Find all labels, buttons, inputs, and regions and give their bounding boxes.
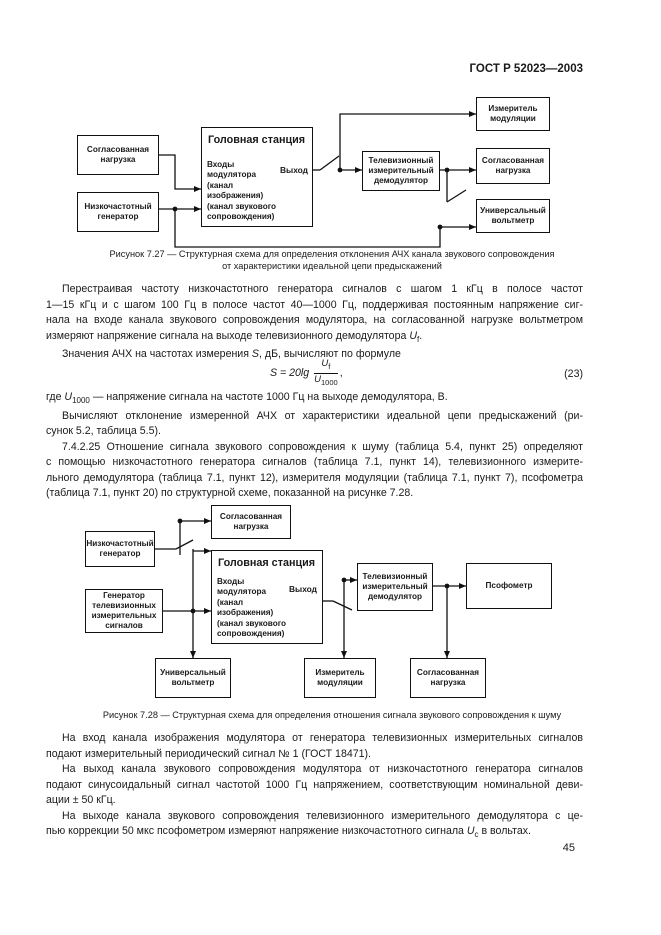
math-variable: U xyxy=(466,825,475,837)
fig28-tv-signal-generator-box: Генератор телевизионных измерительных сигналов xyxy=(85,589,163,633)
fig27-matched-load-box: Согласованная нагрузка xyxy=(77,135,159,175)
math-subscript: c xyxy=(474,830,479,840)
fig27-head-station-output: Выход xyxy=(280,165,308,175)
text-fragment: — напряжение сигнала на частоте 1000 Гц на выходе демодулятора, В. xyxy=(89,391,448,403)
text-line: На вход канала изображения модулятора от генератора телевизионных измерительных сигналов xyxy=(62,732,583,744)
formula-tail: , xyxy=(339,367,343,380)
caption-line: Рисунок 7.27 — Структурная схема для определения отклонения АЧХ канала звукового сопровождения xyxy=(109,249,555,259)
math-subscript: 1000 xyxy=(321,377,338,387)
standard-header: ГОСТ Р 52023—2003 xyxy=(469,63,583,75)
text-line: льного демодулятора (таблица 7.1, пункт 12), измерителя модуляции (таблица 7.1, пункт 7), псофометра xyxy=(46,471,583,484)
fig27-input-line: Входы xyxy=(207,160,235,169)
text-line: (таблица 7.1, пункт 20) по структурной схеме, показанной на рисунке 7.28. xyxy=(46,487,414,500)
text-line: 1—15 кГц и с шагом 100 Гц в полосе частот 40—1000 Гц, поддерживая постоянным напряжение сиг- xyxy=(46,298,583,311)
fig27-modulation-meter-box: Измеритель модуляции xyxy=(476,97,550,131)
fig27-universal-voltmeter-box: Универсальный вольтметр xyxy=(476,199,550,233)
fig28-matched-load-top-box: Согласованная нагрузка xyxy=(211,505,291,539)
fig28-head-station-box xyxy=(211,550,323,644)
text-line: Перестраивая частоту низкочастотного генератора сигналов с шагом 1 кГц в полосе частот xyxy=(62,283,583,295)
fig28-input-line: сопровождения) xyxy=(217,629,285,639)
fig28-head-station-output: Выход xyxy=(289,584,317,594)
paragraph-measurement-procedure xyxy=(46,731,583,843)
formula-number: (23) xyxy=(564,368,583,380)
text-fragment: , дБ, вычисляют по формуле xyxy=(259,348,401,361)
fig27-input-line: модулятора xyxy=(207,170,257,180)
fig28-switch-1-blade xyxy=(176,540,193,549)
fig28-psophometer-box: Псофометр xyxy=(466,563,552,609)
fig28-tv-demodulator-box: Телевизионный измерительный демодулятор xyxy=(357,563,433,611)
figure-7-28-caption: Рисунок 7.28 — Структурная схема для определения отношения сигнала звукового сопровождения к шуму xyxy=(102,710,562,720)
fig28-modulation-meter-box: Измеритель модуляции xyxy=(304,658,376,698)
math-subscript: f xyxy=(328,361,331,371)
text-line: На выход канала звукового сопровождения модулятора от низкочастотного генератора сигналов xyxy=(62,763,583,775)
text-fragment: . xyxy=(419,329,423,342)
math-variable: U xyxy=(64,391,73,403)
fig28-head-station-title: Головная станция xyxy=(218,557,316,569)
text-line: с помощью низкочастотного генератора сигналов (таблица 7.1, пункт 14), телевизионного измерите- xyxy=(46,456,583,469)
fig28-input-line: Входы xyxy=(217,577,245,586)
math-variable: U xyxy=(314,373,321,385)
text-line: нала на входе канала звукового сопровождения модулятора, на согласованной нагрузке вольтметром xyxy=(46,314,583,326)
text-line: подают измерительный периодический сигнал № 1 (ГОСТ 18471). xyxy=(46,747,371,760)
fig28-switch-2-blade xyxy=(333,601,352,610)
text-line xyxy=(46,824,583,843)
text-line: Вычисляют отклонение измеренной АЧХ от характеристики идеальной цепи предыскажений (ри- xyxy=(62,409,583,422)
fig28-input-line: модулятора xyxy=(217,587,267,597)
fig27-input-line: (канал звукового xyxy=(207,201,277,211)
fig27-tv-demodulator-box: Телевизионный измерительный демодулятор xyxy=(362,151,440,191)
text-fragment: в вольтах. xyxy=(478,825,531,837)
fig28-universal-voltmeter-box: Универсальный вольтметр xyxy=(155,658,231,698)
text-line: подают синусоидальный сигнал частотой 1000 Гц напряжением, соответствующим номинальной деви- xyxy=(46,778,583,791)
text-fragment: где xyxy=(46,391,62,403)
math-subscript: 1000 xyxy=(72,396,90,406)
page-number: 45 xyxy=(562,842,575,854)
caption-line: от характеристики идеальной цепи предыскажений xyxy=(222,261,442,271)
fig28-head-station-inputs xyxy=(217,577,286,639)
formula-lhs: S = 20lg xyxy=(270,367,310,380)
fig28-lf-generator-box: Низкочастотный генератор xyxy=(85,531,155,567)
fig27-input-line: изображения) xyxy=(207,191,264,201)
fig27-input-line: (канал xyxy=(207,180,234,190)
text-fragment: измеряют напряжение сигнала на выходе телевизионного демодулятора xyxy=(46,329,407,342)
fig28-input-line: (канал звукового xyxy=(217,618,287,628)
math-variable: U xyxy=(409,329,417,342)
text-line: 7.4.2.25 Отношение сигнала звукового сопровождения к шуму (таблица 5.4, пункт 25) определяют xyxy=(62,440,583,453)
text-fragment: пью коррекции 50 мкс псофометром измеряют напряжение низкочастотного сигнала xyxy=(46,825,464,837)
fig27-matched-load-2-box: Согласованная нагрузка xyxy=(476,148,550,184)
math-variable: U xyxy=(321,358,329,369)
text-fragment: Значения АЧХ на частотах измерения xyxy=(62,348,249,361)
fig27-input-line: сопровождения) xyxy=(207,212,275,222)
fig28-input-line: изображения) xyxy=(217,608,274,618)
math-variable: S xyxy=(251,348,259,361)
text-line: ации ± 50 кГц. xyxy=(46,794,116,806)
fig28-input-line: (канал xyxy=(217,597,244,607)
fig28-matched-load-bottom-box: Согласованная нагрузка xyxy=(410,658,486,698)
math-subscript: f xyxy=(416,334,420,344)
fig27-head-station-title: Головная станция xyxy=(208,134,306,146)
text-line: сунок 5.2, таблица 5.5). xyxy=(46,425,161,438)
fig27-lf-generator-box: Низкочастотный генератор xyxy=(77,192,159,232)
text-line: На выходе канала звукового сопровождения телевизионного измерительного демодулятора с це- xyxy=(62,809,583,822)
